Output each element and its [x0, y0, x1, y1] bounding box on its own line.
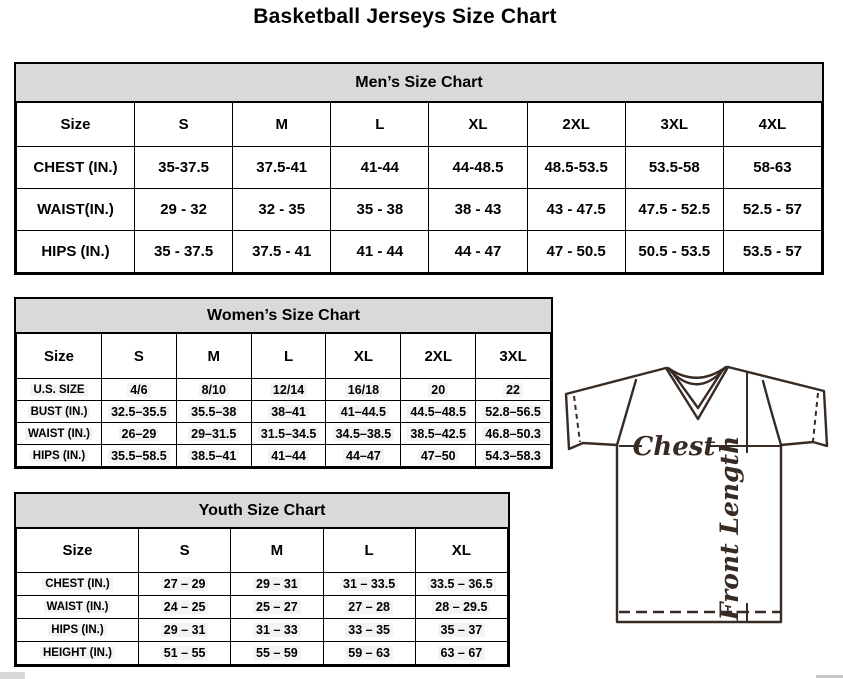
- womens-value-cell-text: 4/6: [127, 383, 150, 397]
- mens-value-cell-text: 38 - 43: [454, 201, 502, 218]
- womens-size-header-row: [17, 334, 551, 379]
- mens-value-cell-text: 41-44: [360, 159, 400, 176]
- mens-value-cell-text: 50.5 - 53.5: [638, 243, 711, 260]
- womens-size-header-xl-text: XL: [353, 347, 373, 365]
- womens-value-cell: [102, 445, 177, 467]
- youth-data-row: [17, 596, 508, 619]
- mens-row-label: [17, 189, 135, 231]
- mens-row-label: [17, 231, 135, 273]
- youth-value-cell-text: 29 – 31: [161, 623, 209, 637]
- womens-value-cell-text: 29–31.5: [188, 427, 239, 441]
- youth-row-label-text: HEIGHT (IN.): [40, 647, 115, 659]
- youth-value-cell: [139, 573, 231, 596]
- womens-data-row: [17, 423, 551, 445]
- womens-chart-title: Women’s Size Chart: [16, 299, 551, 333]
- mens-corner-label: [17, 103, 135, 147]
- mens-value-cell-text: 53.5-58: [648, 159, 700, 176]
- page-title: Basketball Jerseys Size Chart: [253, 5, 557, 28]
- youth-value-cell: [415, 596, 507, 619]
- youth-value-cell-text: 31 – 33: [253, 623, 301, 637]
- womens-row-label-text: U.S. SIZE: [30, 384, 87, 396]
- mens-value-cell: [429, 231, 527, 273]
- womens-value-cell-text: 52.8–56.5: [482, 405, 544, 419]
- mens-value-cell-text: 35 - 38: [356, 201, 404, 218]
- womens-row-label-text: HIPS (IN.): [30, 450, 88, 462]
- mens-value-cell-text: 53.5 - 57: [742, 243, 803, 260]
- womens-row-label: [17, 445, 102, 467]
- womens-row-label: [17, 401, 102, 423]
- mens-value-cell-text: 44-48.5: [452, 159, 504, 176]
- mens-value-cell-text: 37.5-41: [256, 159, 308, 176]
- mens-size-header-3xl-text: 3XL: [660, 116, 689, 133]
- womens-size-chart: [14, 297, 553, 469]
- youth-value-cell-text: 59 – 63: [345, 646, 393, 660]
- mens-value-cell: [429, 189, 527, 231]
- mens-corner-label-text: Size: [60, 116, 91, 133]
- youth-value-cell: [231, 573, 323, 596]
- youth-value-cell-text: 31 – 33.5: [340, 577, 398, 591]
- youth-value-cell-text: 35 – 37: [438, 623, 486, 637]
- mens-value-cell-text: 47.5 - 52.5: [638, 201, 711, 218]
- youth-value-cell: [415, 573, 507, 596]
- mens-size-header-m-text: M: [275, 116, 288, 133]
- womens-value-cell-text: 31.5–34.5: [258, 427, 320, 441]
- mens-value-cell: [527, 189, 625, 231]
- youth-value-cell: [323, 619, 415, 642]
- mens-value-cell: [135, 147, 233, 189]
- womens-value-cell: [476, 401, 551, 423]
- mens-size-header-l: [331, 103, 429, 147]
- womens-value-cell: [102, 379, 177, 401]
- womens-value-cell: [401, 401, 476, 423]
- womens-value-cell-text: 20: [428, 383, 448, 397]
- womens-size-header-l-text: L: [283, 347, 294, 365]
- mens-size-header-s: [135, 103, 233, 147]
- youth-size-header-s: [139, 529, 231, 573]
- youth-size-chart: [14, 492, 510, 667]
- mens-chart-title: Men’s Size Chart: [16, 64, 822, 102]
- womens-value-cell: [251, 379, 326, 401]
- womens-value-cell: [176, 401, 251, 423]
- womens-value-cell: [476, 445, 551, 467]
- mens-value-cell-text: 58-63: [753, 159, 792, 176]
- womens-size-header-s-text: S: [133, 347, 144, 365]
- youth-chart-title: Youth Size Chart: [16, 494, 508, 528]
- left-cuff-stitch-line: [574, 396, 580, 442]
- womens-value-cell-text: 32.5–35.5: [108, 405, 170, 419]
- chest-label: Chest: [632, 432, 716, 462]
- womens-value-cell-text: 44.5–48.5: [407, 405, 469, 419]
- mens-value-cell: [527, 147, 625, 189]
- youth-row-label: [17, 619, 139, 642]
- mens-size-header-s-text: S: [178, 116, 189, 133]
- womens-corner-label: [17, 334, 102, 379]
- mens-value-cell: [331, 231, 429, 273]
- womens-value-cell: [401, 379, 476, 401]
- womens-value-cell-text: 35.5–58.5: [108, 449, 170, 463]
- jersey-torso: [617, 445, 781, 622]
- youth-value-cell: [139, 596, 231, 619]
- womens-value-cell: [401, 423, 476, 445]
- womens-size-header-l: [251, 334, 326, 379]
- womens-value-cell-text: 22: [503, 383, 523, 397]
- youth-value-cell: [231, 642, 323, 665]
- mens-size-header-xl: [429, 103, 527, 147]
- youth-value-cell: [323, 596, 415, 619]
- jersey-outline: [566, 367, 827, 622]
- youth-size-header-m: [231, 529, 323, 573]
- mens-size-header-3xl: [625, 103, 723, 147]
- womens-value-cell: [176, 379, 251, 401]
- mens-value-cell: [625, 189, 723, 231]
- youth-table: [16, 528, 508, 665]
- youth-data-row: [17, 573, 508, 596]
- womens-row-label: [17, 379, 102, 401]
- youth-corner-label-text: Size: [62, 542, 93, 559]
- mens-value-cell: [723, 147, 821, 189]
- youth-value-cell-text: 27 – 28: [345, 600, 393, 614]
- youth-size-header-row: [17, 529, 508, 573]
- womens-value-cell: [251, 445, 326, 467]
- mens-size-header-l-text: L: [375, 116, 385, 133]
- front-length-label: Front Length: [715, 435, 744, 621]
- youth-row-label: [17, 596, 139, 619]
- womens-value-cell: [476, 379, 551, 401]
- womens-size-header-xl: [326, 334, 401, 379]
- womens-size-header-2xl: [401, 334, 476, 379]
- mens-value-cell: [135, 189, 233, 231]
- mens-value-cell: [429, 147, 527, 189]
- mens-row-label-text: WAIST(IN.): [37, 201, 114, 218]
- mens-row-label-text: HIPS (IN.): [41, 243, 110, 260]
- youth-value-cell: [139, 619, 231, 642]
- womens-value-cell: [251, 401, 326, 423]
- womens-value-cell-text: 8/10: [199, 383, 229, 397]
- youth-value-cell: [231, 596, 323, 619]
- womens-row-label: [17, 423, 102, 445]
- mens-data-row: [17, 189, 822, 231]
- youth-value-cell: [139, 642, 231, 665]
- youth-row-label: [17, 642, 139, 665]
- womens-value-cell: [401, 445, 476, 467]
- youth-value-cell-text: 27 – 29: [161, 577, 209, 591]
- womens-value-cell: [176, 423, 251, 445]
- mens-size-header-2xl: [527, 103, 625, 147]
- mens-value-cell-text: 52.5 - 57: [742, 201, 803, 218]
- womens-size-header-3xl: [476, 334, 551, 379]
- mens-row-label: [17, 147, 135, 189]
- youth-value-cell-text: 24 – 25: [161, 600, 209, 614]
- mens-value-cell: [625, 231, 723, 273]
- youth-value-cell-text: 51 – 55: [161, 646, 209, 660]
- mens-table: [16, 102, 822, 273]
- youth-data-row: [17, 619, 508, 642]
- mens-data-row: [17, 147, 822, 189]
- mens-value-cell: [625, 147, 723, 189]
- youth-value-cell-text: 33 – 35: [345, 623, 393, 637]
- womens-value-cell-text: 54.3–58.3: [482, 449, 544, 463]
- mens-value-cell-text: 43 - 47.5: [546, 201, 606, 218]
- womens-value-cell: [476, 423, 551, 445]
- youth-value-cell-text: 29 – 31: [253, 577, 301, 591]
- mens-value-cell-text: 37.5 - 41: [252, 243, 312, 260]
- womens-size-header-2xl-text: 2XL: [424, 347, 452, 365]
- mens-row-label-text: CHEST (IN.): [33, 159, 118, 176]
- mens-value-cell: [331, 189, 429, 231]
- womens-value-cell: [102, 423, 177, 445]
- womens-data-row: [17, 379, 551, 401]
- mens-value-cell: [331, 147, 429, 189]
- womens-value-cell: [326, 379, 401, 401]
- youth-row-label-text: WAIST (IN.): [44, 601, 112, 613]
- womens-corner-label-text: Size: [43, 347, 74, 365]
- youth-value-cell: [415, 642, 507, 665]
- womens-value-cell: [326, 401, 401, 423]
- youth-value-cell: [415, 619, 507, 642]
- youth-data-row: [17, 642, 508, 665]
- womens-value-cell-text: 46.8–50.3: [482, 427, 544, 441]
- youth-size-header-l-text: L: [364, 542, 374, 559]
- mens-value-cell-text: 35 - 37.5: [153, 243, 214, 260]
- mens-size-header-4xl: [723, 103, 821, 147]
- womens-value-cell-text: 41–44.5: [338, 405, 389, 419]
- womens-value-cell-text: 35.5–38: [188, 405, 239, 419]
- womens-value-cell: [176, 445, 251, 467]
- bottom-left-fragment: [0, 672, 25, 679]
- womens-value-cell: [102, 401, 177, 423]
- bottom-right-fragment: [816, 675, 843, 678]
- womens-value-cell-text: 38.5–42.5: [407, 427, 469, 441]
- mens-size-header-2xl-text: 2XL: [562, 116, 590, 133]
- mens-value-cell: [723, 231, 821, 273]
- youth-value-cell-text: 25 – 27: [253, 600, 301, 614]
- mens-size-header-xl-text: XL: [468, 116, 488, 133]
- womens-value-cell: [326, 445, 401, 467]
- youth-value-cell: [323, 642, 415, 665]
- womens-data-row: [17, 401, 551, 423]
- womens-value-cell: [251, 423, 326, 445]
- mens-value-cell-text: 48.5-53.5: [544, 159, 608, 176]
- womens-value-cell-text: 47–50: [418, 449, 459, 463]
- mens-value-cell: [135, 231, 233, 273]
- youth-size-header-m-text: M: [270, 542, 284, 559]
- mens-value-cell: [527, 231, 625, 273]
- womens-data-row: [17, 445, 551, 467]
- mens-value-cell: [233, 231, 331, 273]
- youth-size-header-xl: [415, 529, 507, 573]
- womens-value-cell-text: 16/18: [345, 383, 382, 397]
- youth-row-label: [17, 573, 139, 596]
- womens-size-header-m: [176, 334, 251, 379]
- youth-value-cell-text: 55 – 59: [253, 646, 301, 660]
- youth-size-header-s-text: S: [179, 542, 190, 559]
- womens-value-cell-text: 34.5–38.5: [333, 427, 395, 441]
- youth-corner-label: [17, 529, 139, 573]
- mens-value-cell-text: 32 - 35: [258, 201, 306, 218]
- youth-row-label-text: CHEST (IN.): [42, 578, 113, 590]
- right-cuff-stitch-line: [813, 393, 818, 441]
- mens-value-cell: [233, 189, 331, 231]
- womens-table: [16, 333, 551, 467]
- womens-size-header-s: [102, 334, 177, 379]
- womens-row-label-text: WAIST (IN.): [25, 428, 93, 440]
- youth-size-header-l: [323, 529, 415, 573]
- mens-value-cell-text: 41 - 44: [356, 243, 404, 260]
- womens-value-cell-text: 44–47: [343, 449, 384, 463]
- mens-size-chart: [14, 62, 824, 275]
- youth-row-label-text: HIPS (IN.): [48, 624, 106, 636]
- youth-value-cell: [323, 573, 415, 596]
- womens-value-cell: [326, 423, 401, 445]
- jersey-measurement-diagram: [556, 356, 842, 634]
- mens-size-header-row: [17, 103, 822, 147]
- womens-value-cell-text: 41–44: [268, 449, 309, 463]
- mens-value-cell: [233, 147, 331, 189]
- jersey-collar-arc-2: [669, 368, 725, 384]
- mens-value-cell: [723, 189, 821, 231]
- womens-size-header-3xl-text: 3XL: [499, 347, 527, 365]
- womens-value-cell-text: 26–29: [119, 427, 160, 441]
- mens-value-cell-text: 44 - 47: [454, 243, 502, 260]
- mens-size-header-m: [233, 103, 331, 147]
- youth-size-header-xl-text: XL: [451, 542, 471, 559]
- jersey-right-seam: [763, 381, 781, 445]
- womens-value-cell-text: 38.5–41: [188, 449, 239, 463]
- youth-value-cell: [231, 619, 323, 642]
- mens-size-header-4xl-text: 4XL: [758, 116, 787, 133]
- youth-value-cell-text: 33.5 – 36.5: [427, 577, 496, 591]
- youth-value-cell-text: 28 – 29.5: [432, 600, 490, 614]
- youth-value-cell-text: 63 – 67: [438, 646, 486, 660]
- womens-value-cell-text: 38–41: [268, 405, 309, 419]
- mens-value-cell-text: 29 - 32: [160, 201, 207, 218]
- mens-data-row: [17, 231, 822, 273]
- womens-size-header-m-text: M: [207, 347, 220, 365]
- womens-row-label-text: BUST (IN.): [28, 406, 91, 418]
- womens-value-cell-text: 12/14: [270, 383, 307, 397]
- mens-value-cell-text: 47 - 50.5: [546, 243, 606, 260]
- mens-value-cell-text: 35-37.5: [158, 159, 209, 176]
